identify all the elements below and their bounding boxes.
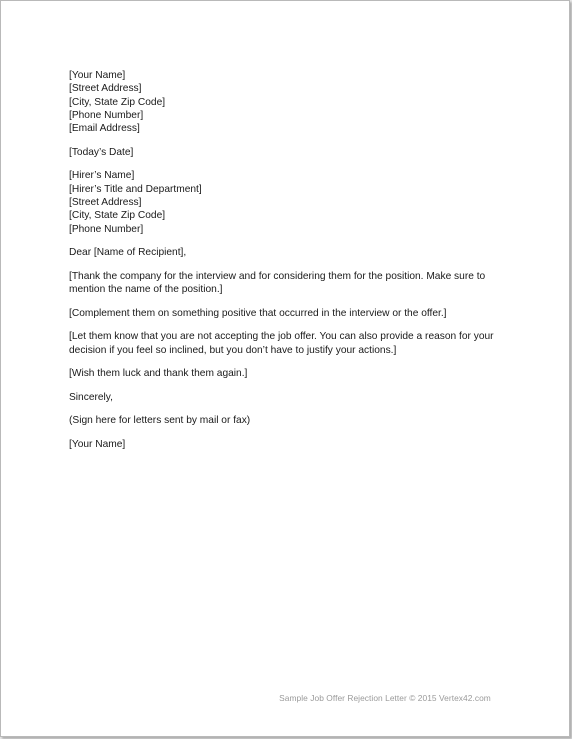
paragraph-thanks xyxy=(69,270,509,297)
sender-name: [Your Name] xyxy=(69,70,126,81)
recipient-street: [Street Address] xyxy=(69,196,142,208)
sender-street: [Street Address] xyxy=(69,83,142,95)
recipient-phone: [Phone Number] xyxy=(69,223,144,235)
paragraph-wish-luck-text: [Wish them luck and thank them again.] xyxy=(69,368,248,380)
paragraph-wish-luck xyxy=(69,367,509,380)
paragraph-decline-line-2: decision if you feel so inclined, but you don’t have to justify your actions.] xyxy=(69,344,397,356)
paragraph-thanks-line-2: mention the name of the position.] xyxy=(69,284,223,296)
closing: Sincerely, xyxy=(69,391,113,403)
signature-note-block xyxy=(69,414,509,427)
page-footer xyxy=(1,693,569,703)
letter-body xyxy=(69,69,509,462)
footer-text: Sample Job Offer Rejection Letter © 2015 Vertex42.com xyxy=(279,693,491,703)
paragraph-thanks-line-1: [Thank the company for the interview and for considering them for the position. Make sure to xyxy=(69,270,486,282)
recipient-name: [Hirer’s Name] xyxy=(69,170,135,182)
salutation: Dear [Name of Recipient], xyxy=(69,247,187,259)
closing-block xyxy=(69,391,509,404)
letter-date: [Today’s Date] xyxy=(69,146,134,158)
recipient-city: [City, State Zip Code] xyxy=(69,210,166,222)
signature-name: [Your Name] xyxy=(69,438,126,450)
salutation-block xyxy=(69,246,509,259)
recipient-title: [Hirer’s Title and Department] xyxy=(69,183,202,195)
signature-note: (Sign here for letters sent by mail or fax) xyxy=(69,415,251,427)
paragraph-complement xyxy=(69,307,509,320)
sender-email: [Email Address] xyxy=(69,123,140,135)
recipient-address-block xyxy=(69,169,509,235)
sender-address-block xyxy=(69,69,509,135)
date-block xyxy=(69,146,509,159)
paragraph-decline-line-1: [Let them know that you are not accepting the job offer. You can also provide a reason for your xyxy=(69,331,494,343)
paragraph-decline xyxy=(69,330,509,357)
sender-phone: [Phone Number] xyxy=(69,109,144,121)
sender-city: [City, State Zip Code] xyxy=(69,96,166,108)
paragraph-complement-text: [Complement them on something positive that occurred in the interview or the offer.] xyxy=(69,307,447,319)
signature-name-block xyxy=(69,438,509,451)
